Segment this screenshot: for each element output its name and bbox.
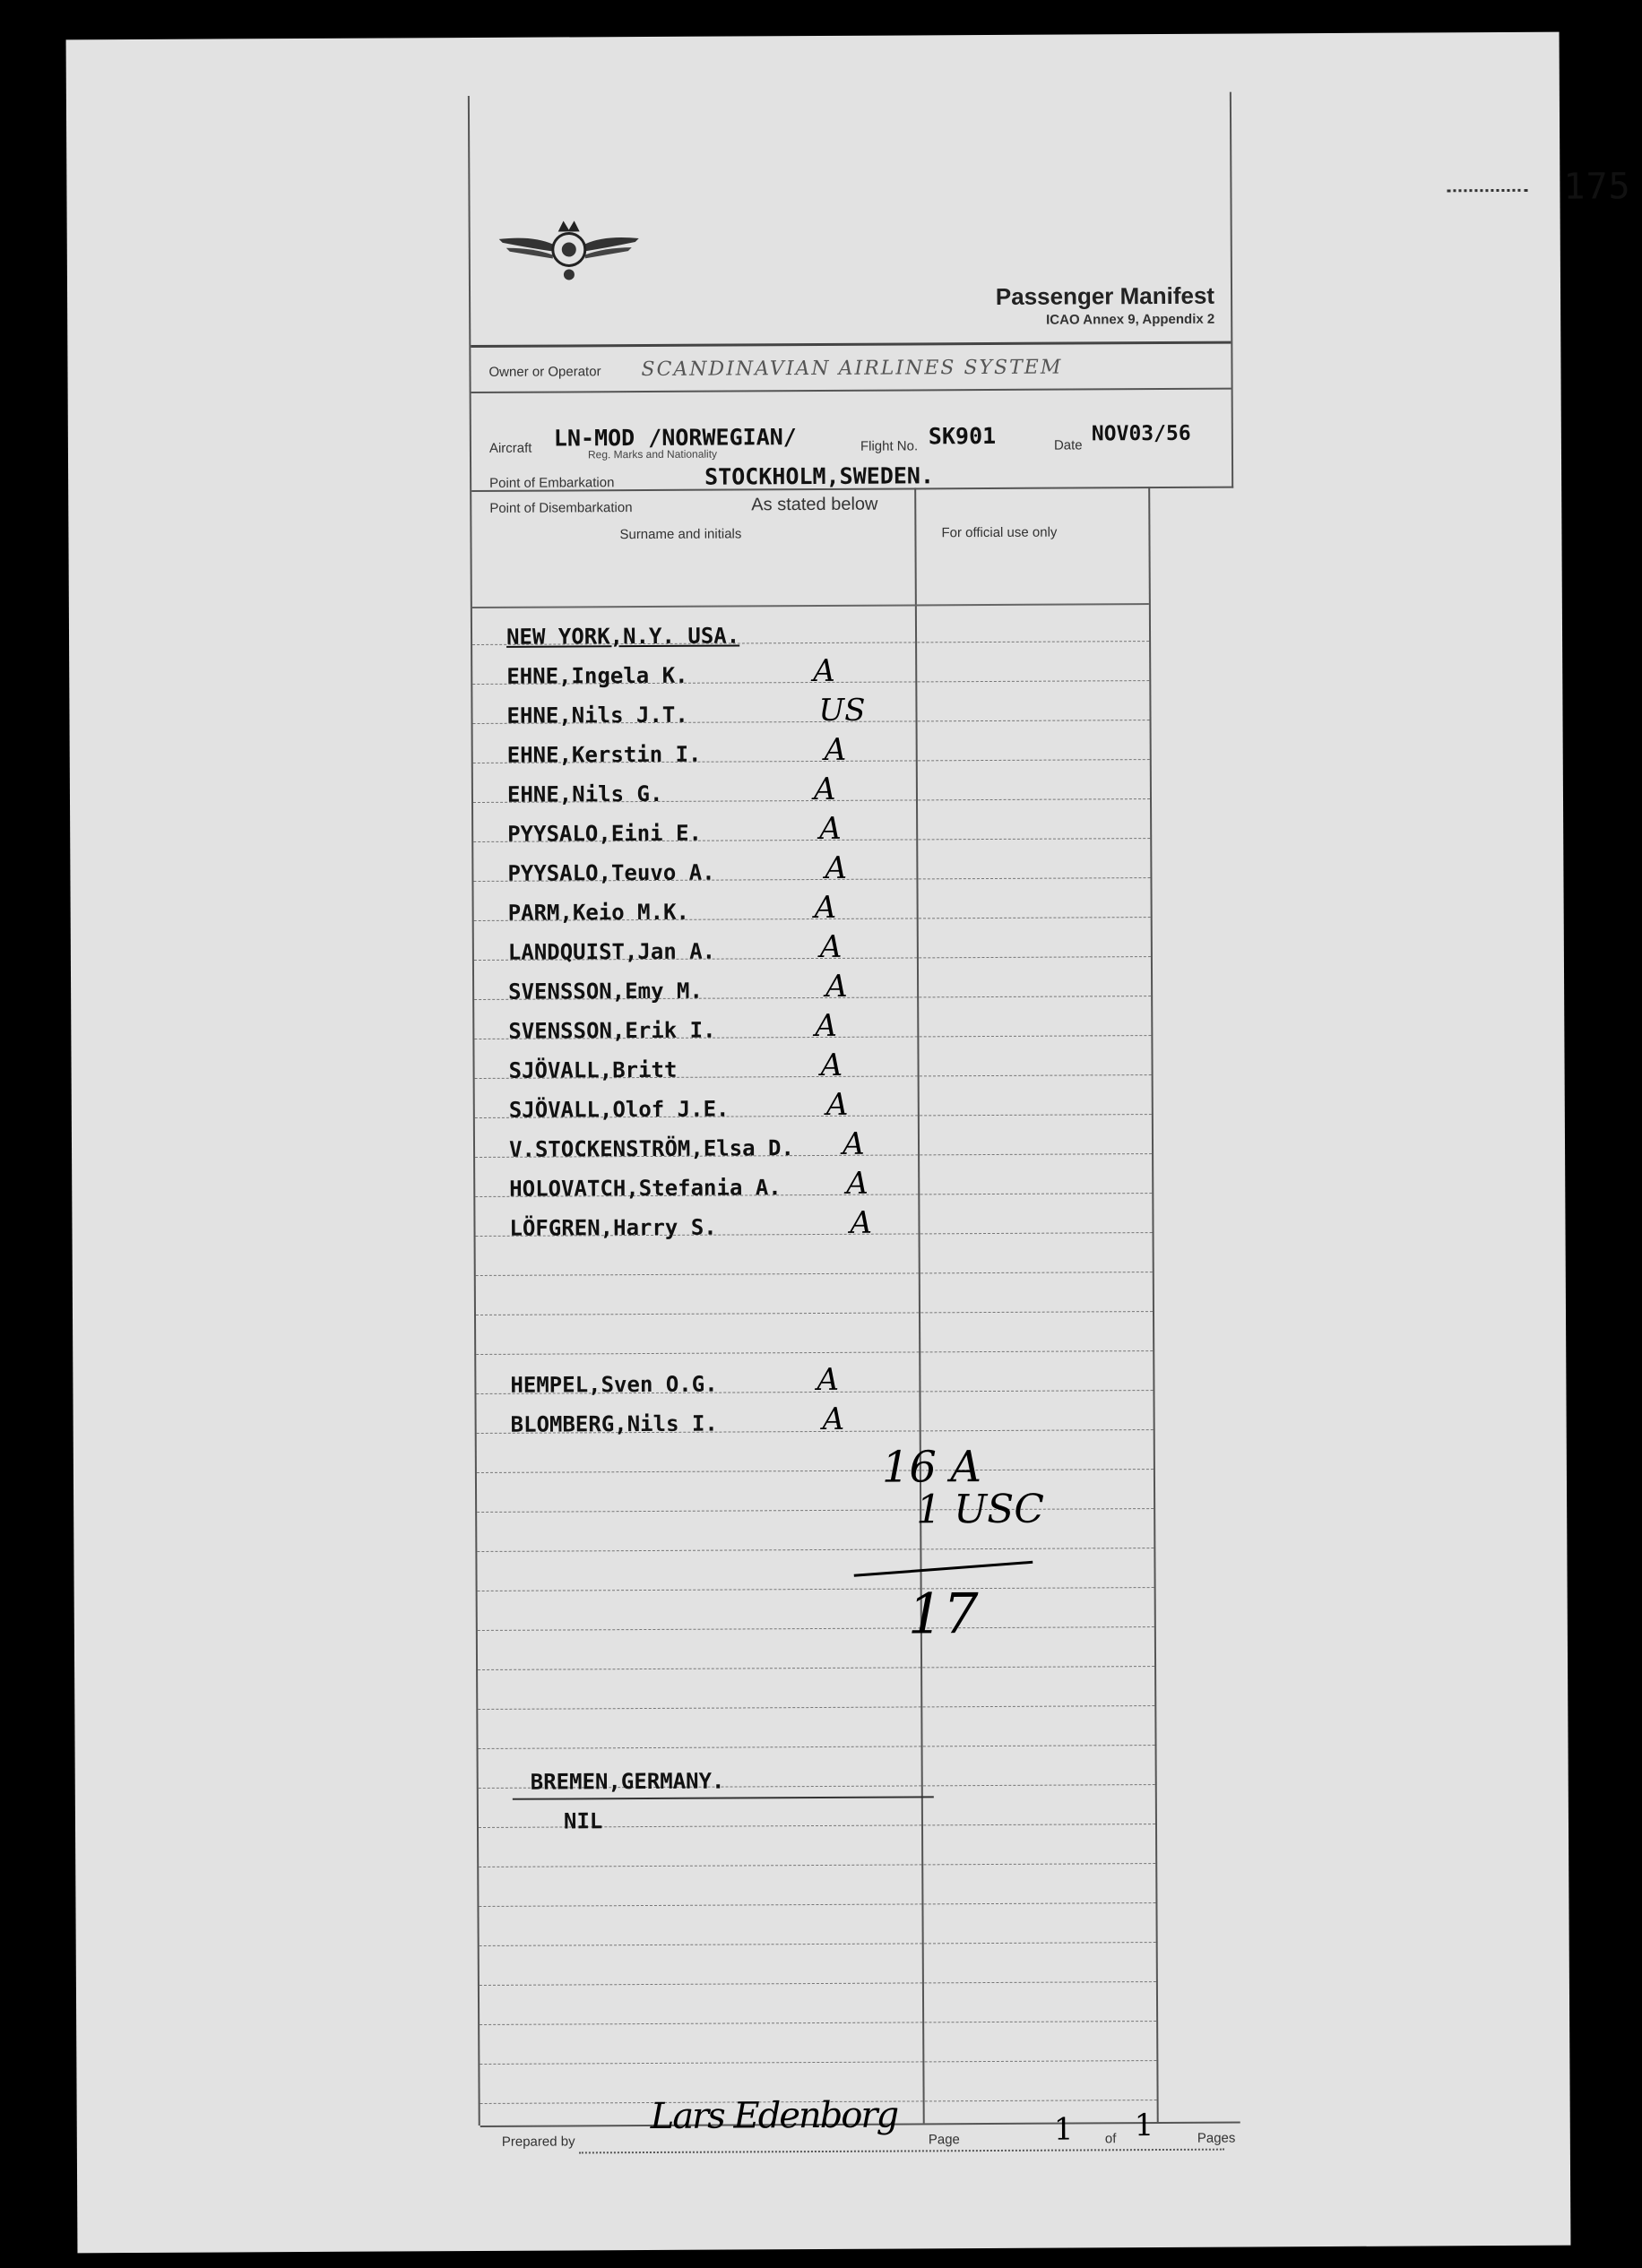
ruled-line bbox=[476, 1350, 1153, 1355]
table-header-rule bbox=[472, 603, 1149, 608]
official-mark: A bbox=[814, 889, 837, 927]
official-mark: A bbox=[825, 849, 848, 886]
destination-2-value: NIL bbox=[563, 1808, 603, 1834]
passenger-name: SVENSSON,Erik I. bbox=[508, 1017, 716, 1044]
col-header-surname: Surname and initials bbox=[619, 526, 742, 543]
ruled-line bbox=[477, 1548, 1154, 1552]
ruled-line bbox=[479, 1745, 1155, 1749]
official-mark: A bbox=[846, 1165, 869, 1202]
date-value: NOV03/56 bbox=[1091, 421, 1191, 446]
passenger-name: PYYSALO,Eini E. bbox=[507, 820, 703, 847]
flight-value: SK901 bbox=[928, 422, 997, 450]
official-mark: A bbox=[842, 1125, 865, 1162]
column-divider bbox=[914, 487, 925, 2123]
official-mark: A bbox=[813, 652, 835, 690]
owner-value: SCANDINAVIAN AIRLINES SYSTEM bbox=[641, 356, 1063, 382]
official-mark: A bbox=[820, 1047, 843, 1083]
embark-label: Point of Embarkation bbox=[489, 475, 615, 491]
page-label: Page bbox=[928, 2132, 960, 2148]
passenger-name: EHNE,Nils G. bbox=[506, 780, 663, 807]
prepared-label: Prepared by bbox=[501, 2134, 575, 2150]
embark-value: STOCKHOLM,SWEDEN. bbox=[704, 462, 935, 490]
manifest-form bbox=[468, 92, 1240, 2150]
passenger-name: LÖFGREN,Harry S. bbox=[509, 1214, 717, 1241]
tally-line-2: 1 USC bbox=[916, 1486, 1045, 1533]
manifest-title: Passenger Manifest bbox=[995, 281, 1215, 310]
passenger-name: HOLOVATCH,Stefania A. bbox=[509, 1175, 782, 1202]
ruled-line bbox=[477, 1508, 1154, 1513]
disembark-label: Point of Disembarkation bbox=[489, 500, 633, 516]
passenger-name: SJÖVALL,Olof J.E. bbox=[508, 1096, 730, 1123]
col-header-official: For official use only bbox=[941, 524, 1058, 541]
disembark-value: As stated below bbox=[751, 494, 878, 515]
date-label: Date bbox=[1053, 437, 1083, 453]
passenger-name: BLOMBERG,Nils I. bbox=[510, 1410, 718, 1437]
official-mark: A bbox=[815, 1007, 837, 1045]
official-mark: A bbox=[850, 1204, 873, 1241]
ruled-line bbox=[476, 1272, 1153, 1276]
ruled-line bbox=[480, 1942, 1156, 1946]
ruled-line bbox=[480, 2060, 1156, 2065]
passenger-name: EHNE,Nils J.T. bbox=[506, 702, 688, 729]
tally-total: 17 bbox=[907, 1581, 979, 1647]
official-mark: A bbox=[824, 731, 847, 768]
official-mark: A bbox=[825, 1086, 849, 1123]
passenger-name: LANDQUIST,Jan A. bbox=[507, 938, 716, 965]
aircraft-label: Aircraft bbox=[488, 440, 532, 456]
owner-label: Owner or Operator bbox=[488, 364, 601, 380]
page-number-dash bbox=[1447, 189, 1527, 192]
official-mark: US bbox=[818, 692, 866, 729]
page-number: 175 bbox=[1563, 166, 1631, 208]
of-value: 1 bbox=[1134, 2108, 1154, 2144]
tally-underline bbox=[854, 1561, 1033, 1577]
ruled-line bbox=[479, 1902, 1155, 1907]
ruled-line bbox=[478, 1587, 1154, 1591]
official-mark: A bbox=[825, 968, 848, 1005]
reg-note: Reg. Marks and Nationality bbox=[587, 447, 718, 461]
passenger-name: SJÖVALL,Britt bbox=[508, 1056, 678, 1083]
official-mark: A bbox=[813, 771, 836, 808]
ruled-line bbox=[476, 1311, 1153, 1315]
destination-1: NEW YORK,N.Y. USA. bbox=[506, 623, 740, 650]
destination-2: BREMEN,GERMANY. bbox=[530, 1768, 725, 1795]
ruled-line bbox=[479, 1863, 1155, 1867]
official-mark: A bbox=[819, 928, 843, 965]
of-label: of bbox=[1104, 2131, 1117, 2147]
passenger-name: V.STOCKENSTRÖM,Elsa D. bbox=[508, 1135, 794, 1162]
flight-label: Flight No. bbox=[860, 438, 919, 454]
page-value: 1 bbox=[1053, 2111, 1074, 2148]
ruled-line bbox=[477, 1469, 1154, 1473]
passenger-name: PARM,Keio M.K. bbox=[507, 899, 690, 926]
airline-winged-logo bbox=[497, 211, 641, 284]
ruled-line bbox=[480, 1981, 1156, 1986]
ruled-line bbox=[478, 1705, 1154, 1710]
aircraft-value: LN-MOD /NORWEGIAN/ bbox=[553, 424, 797, 452]
manifest-header bbox=[470, 92, 1233, 516]
ruled-line bbox=[478, 1666, 1154, 1670]
signature: Lars Edenborg bbox=[650, 2094, 898, 2137]
passenger-name: EHNE,Ingela K. bbox=[506, 662, 688, 689]
passenger-table bbox=[471, 487, 1159, 2126]
official-mark: A bbox=[817, 1361, 840, 1399]
header-divider bbox=[471, 341, 1231, 348]
owner-divider bbox=[471, 388, 1232, 393]
pages-label: Pages bbox=[1197, 2130, 1236, 2146]
prepared-dots bbox=[579, 2149, 1224, 2154]
scanned-page bbox=[66, 32, 1631, 2254]
passenger-name: SVENSSON,Emy M. bbox=[508, 978, 703, 1005]
destination-2-underline bbox=[513, 1796, 934, 1799]
official-mark: A bbox=[819, 810, 842, 847]
passenger-name: PYYSALO,Teuvo A. bbox=[507, 859, 715, 886]
ruled-line bbox=[478, 1626, 1154, 1631]
official-mark: A bbox=[822, 1401, 845, 1437]
passenger-name: EHNE,Kerstin I. bbox=[506, 741, 702, 768]
ruled-line bbox=[480, 2021, 1156, 2025]
passenger-name: HEMPEL,Sven O.G. bbox=[510, 1371, 718, 1398]
tally-line-1: 16 A bbox=[881, 1442, 982, 1493]
manifest-subtitle: ICAO Annex 9, Appendix 2 bbox=[1046, 311, 1215, 328]
